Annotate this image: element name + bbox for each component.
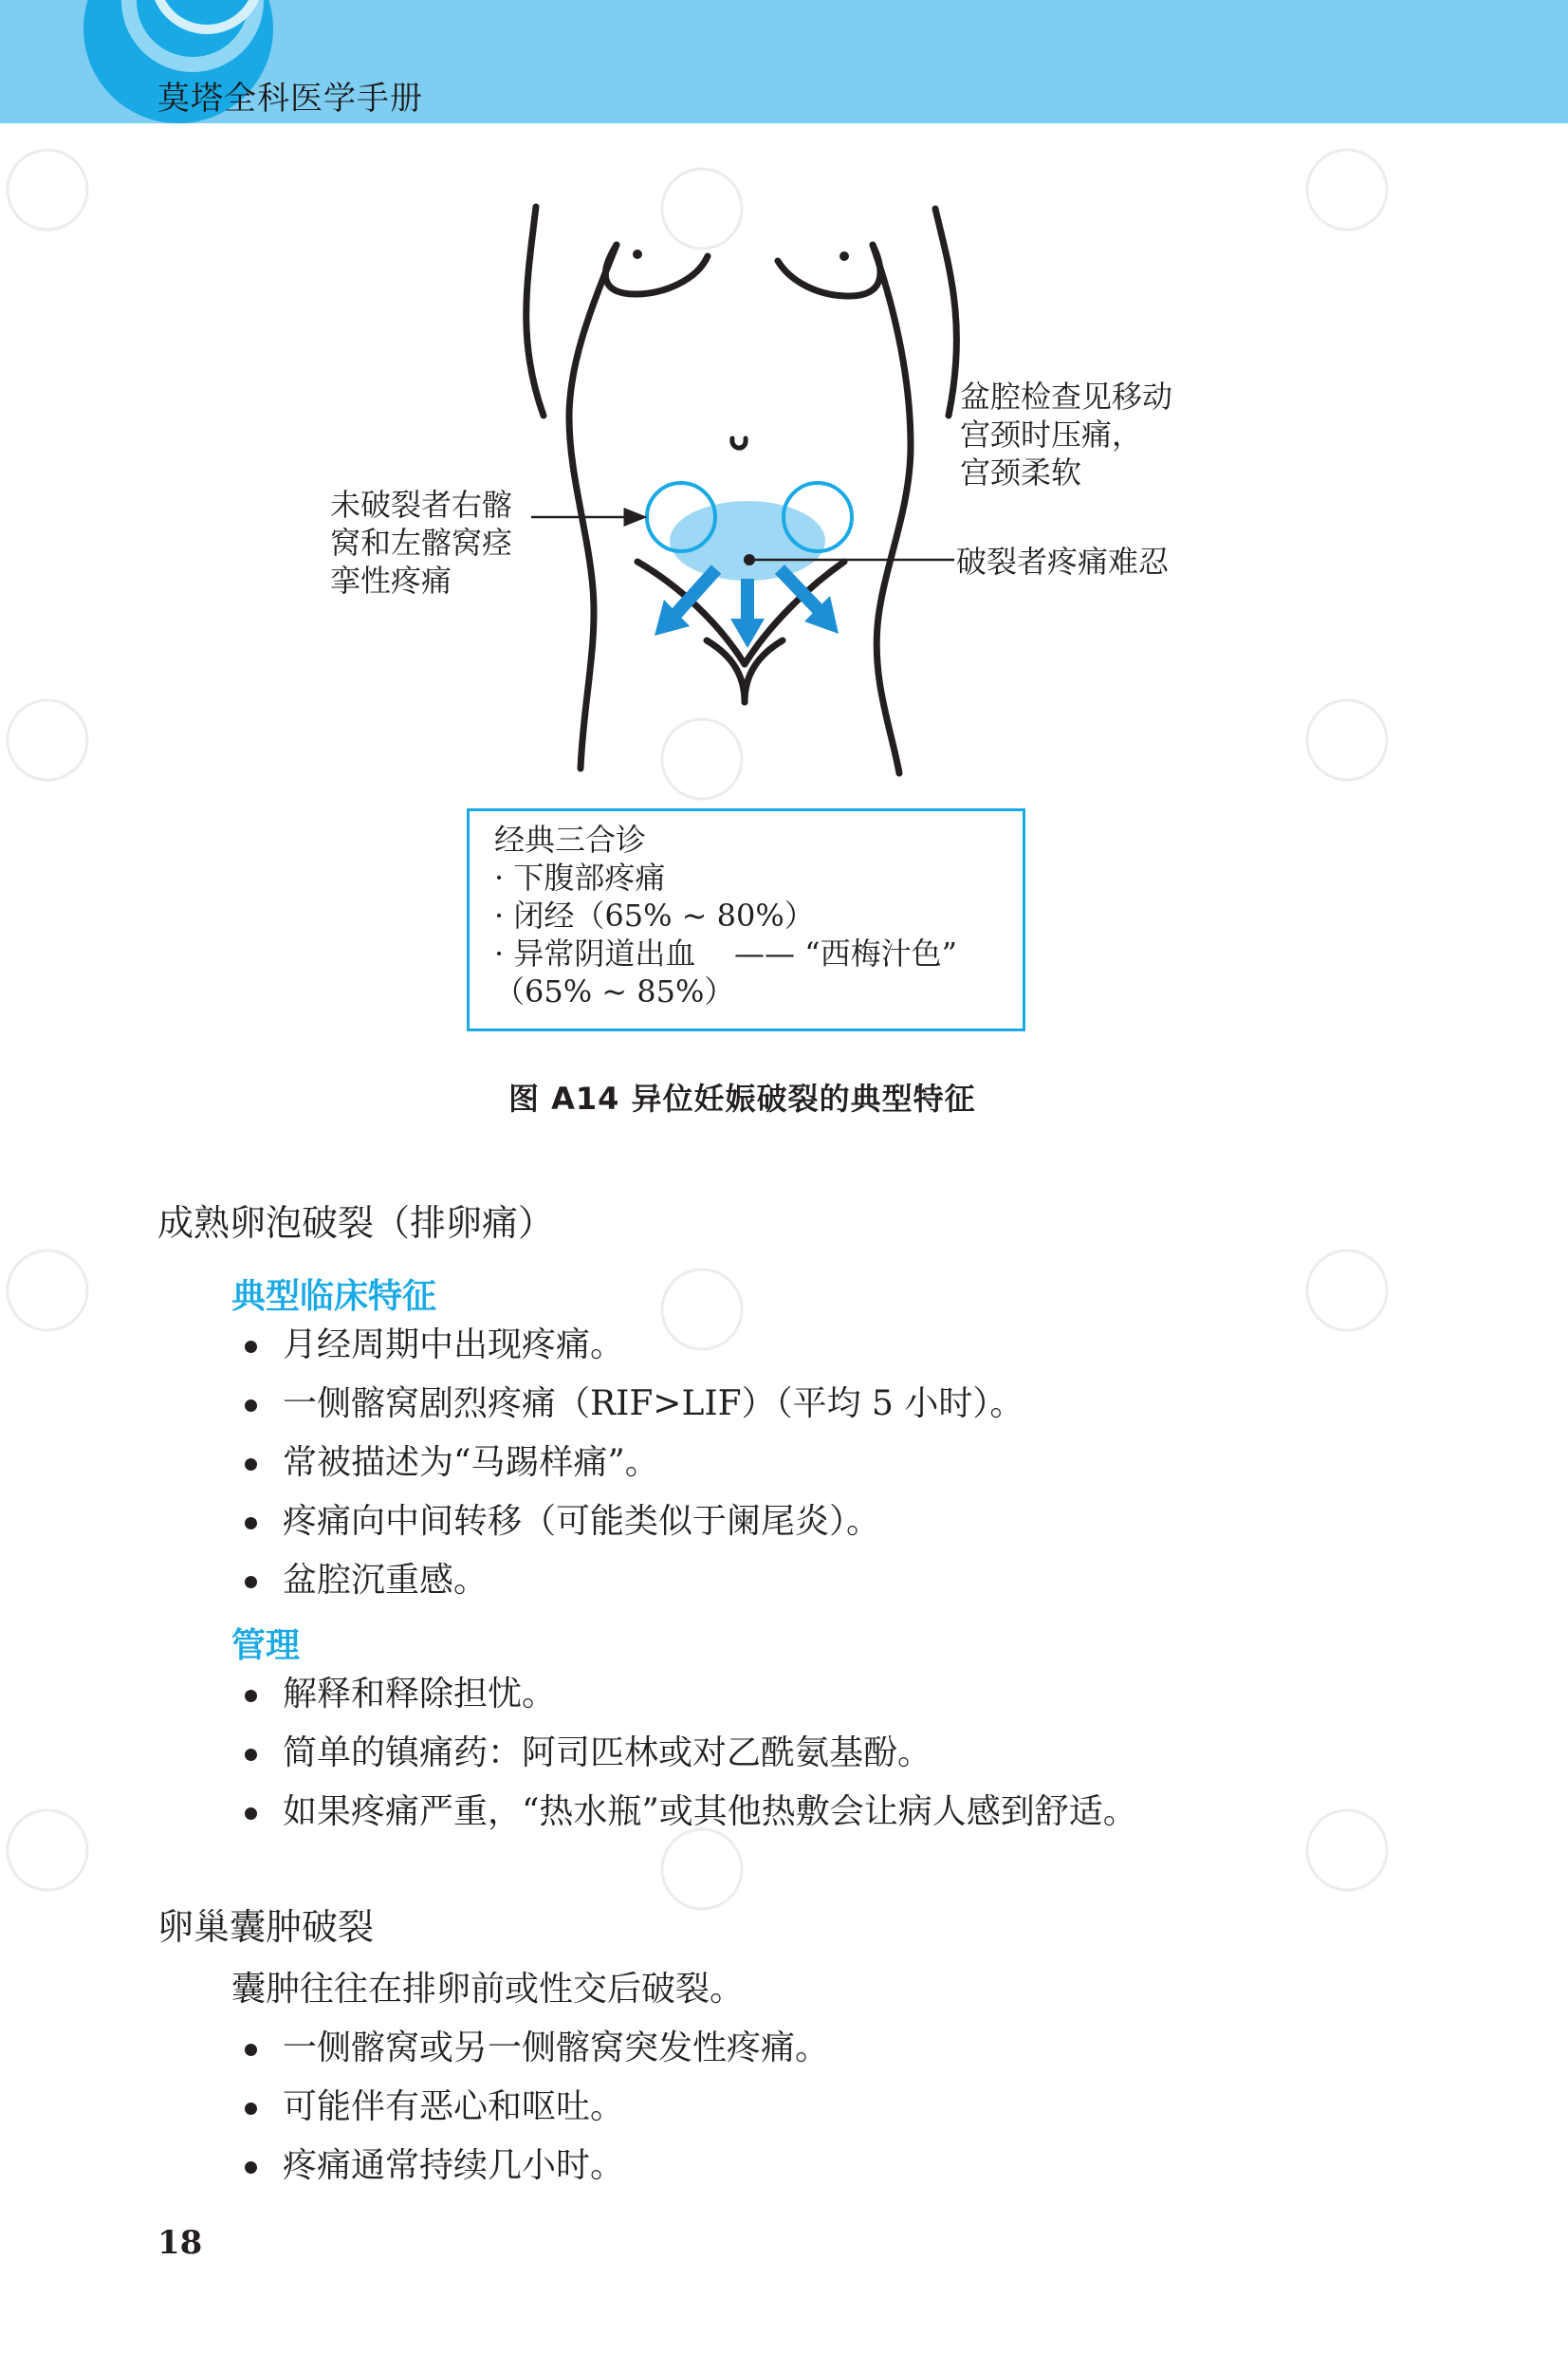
left-breast: [605, 245, 708, 294]
list-item: 简单的镇痛药：阿司匹林或对乙酰氨基酚。: [237, 1724, 1137, 1783]
right-bottom-annotation: 破裂者疼痛难忍: [956, 544, 1170, 580]
list-item: 月经周期中出现疼痛。: [237, 1316, 1024, 1375]
triad-line-4: （65% ~ 85%）: [494, 973, 735, 1010]
figure-caption: 图 A14 异位妊娠破裂的典型特征: [508, 1081, 976, 1117]
list-item: 如果疼痛严重，“热水瓶”或其他热敷会让病人感到舒适。: [237, 1783, 1137, 1842]
triad-line-1: · 下腹部疼痛: [494, 860, 666, 896]
list-item: 一侧髂窝剧烈疼痛（RIF>LIF）（平均 5 小时）。: [237, 1375, 1024, 1434]
section-title-ovarian-cyst-rupture: 卵巢囊肿破裂: [157, 1906, 375, 1948]
left-torso-line: [569, 245, 617, 769]
management-list: [237, 1665, 1137, 1842]
right-breast: [778, 245, 880, 296]
right-arm-line: [935, 209, 956, 416]
list-item: 一侧髂窝或另一侧髂窝突发性疼痛。: [237, 2019, 829, 2078]
page-number: 18: [157, 2224, 203, 2262]
list-item: 可能伴有恶心和呕吐。: [237, 2078, 829, 2137]
subheading-management: 管理: [231, 1626, 301, 1665]
navel: [732, 438, 746, 448]
left-arm-line: [526, 207, 544, 416]
subheading-clinical-features: 典型临床特征: [231, 1277, 437, 1316]
section-intro-paragraph: 囊肿往往在排卵前或性交后破裂。: [231, 1970, 745, 2009]
list-item: 疼痛向中间转移（可能类似于阑尾炎）。: [237, 1492, 1024, 1551]
triad-line-3: · 异常阴道出血 —— “西梅汁色”: [494, 936, 957, 972]
triad-title: 经典三合诊: [494, 822, 647, 858]
list-item: 盆腔沉重感。: [237, 1551, 1024, 1610]
right-top-annotation: 盆腔检查见移动 宫颈时压痛， 宫颈柔软: [960, 379, 1173, 491]
section-title-ovulation-pain: 成熟卵泡破裂（排卵痛）: [157, 1202, 555, 1244]
pain-point-dot: [744, 554, 755, 565]
left-annotation: 未破裂者右髂 窝和左髂窝痉 挛性疼痛: [330, 487, 513, 599]
clinical-features-list: [237, 1316, 1024, 1610]
list-item: 解释和释除担忧。: [237, 1665, 1137, 1724]
list-item: 疼痛通常持续几小时。: [237, 2137, 829, 2196]
cyst-rupture-list: [237, 2019, 829, 2196]
classic-triad-box: [467, 808, 1025, 1031]
running-header-title: 莫塔全科医学手册: [157, 80, 423, 118]
uterus-ellipse: [670, 501, 825, 581]
pain-arrow-right: [780, 569, 821, 612]
right-torso-line: [873, 245, 911, 773]
list-item: 常被描述为“马踢样痛”。: [237, 1434, 1024, 1492]
triad-line-2: · 闭经（65% ~ 80%）: [494, 898, 815, 934]
